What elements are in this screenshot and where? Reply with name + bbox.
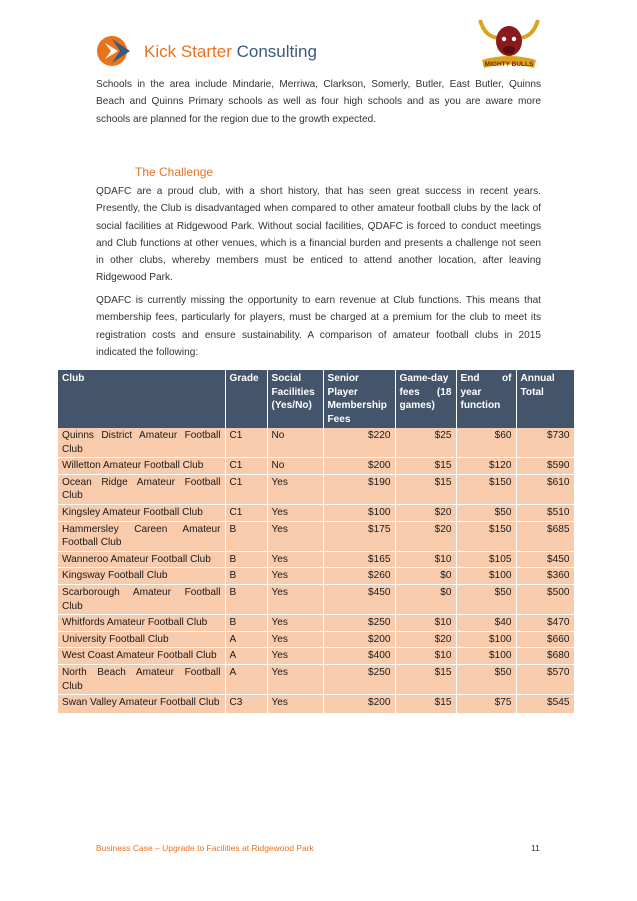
cell-social-facilities: Yes [267, 631, 323, 648]
cell-social-facilities: Yes [267, 568, 323, 585]
cell-end-of-year-function: $105 [456, 551, 516, 568]
cell-membership-fees: $190 [323, 474, 395, 504]
cell-membership-fees: $200 [323, 631, 395, 648]
cell-game-day-fees: $20 [395, 521, 456, 551]
kick-starter-logo [96, 30, 326, 74]
cell-grade: C1 [225, 458, 267, 475]
table-row [58, 551, 574, 568]
table-row [58, 631, 574, 648]
cell-game-day-fees: $10 [395, 551, 456, 568]
cell-social-facilities: Yes [267, 584, 323, 614]
cell-grade: C1 [225, 428, 267, 458]
cell-grade: C1 [225, 474, 267, 504]
kick-starter-logo-icon [96, 33, 136, 69]
cell-grade: C1 [225, 504, 267, 521]
cell-grade: A [225, 664, 267, 694]
cell-game-day-fees: $0 [395, 568, 456, 585]
cell-game-day-fees: $15 [395, 458, 456, 475]
table-header-row [58, 370, 574, 428]
header-social-facilities: Social Facilities (Yes/No) [267, 370, 323, 428]
table-body [58, 428, 574, 713]
revenue-paragraph: QDAFC is currently missing the opportunity to earn revenue at Club functions. This means that membership fees, particularly for players, must be charged at a premium for the club to meet its registration costs and ensure sustainability. A comparison of amateur football clubs in 2015 indicated the following: [96, 295, 541, 358]
cell-end-of-year-function: $40 [456, 615, 516, 632]
table-row [58, 428, 574, 458]
cell-club: Willetton Amateur Football Club [58, 458, 225, 475]
cell-end-of-year-function: $100 [456, 568, 516, 585]
cell-membership-fees: $260 [323, 568, 395, 585]
cell-grade: B [225, 521, 267, 551]
table-row [58, 504, 574, 521]
cell-end-of-year-function: $100 [456, 631, 516, 648]
cell-annual-total: $500 [516, 584, 574, 614]
cell-grade: B [225, 615, 267, 632]
cell-social-facilities: Yes [267, 504, 323, 521]
cell-game-day-fees: $15 [395, 695, 456, 714]
cell-club: Kingsley Amateur Football Club [58, 504, 225, 521]
cell-annual-total: $570 [516, 664, 574, 694]
cell-game-day-fees: $20 [395, 504, 456, 521]
cell-club: Hammersley Careen Amateur Football Club [58, 521, 225, 551]
mighty-bulls-crest-icon [474, 14, 544, 72]
cell-annual-total: $545 [516, 695, 574, 714]
header-club: Club [58, 370, 225, 428]
cell-end-of-year-function: $60 [456, 428, 516, 458]
cell-annual-total: $610 [516, 474, 574, 504]
table-row [58, 584, 574, 614]
brand-name [144, 42, 317, 62]
cell-grade: B [225, 568, 267, 585]
cell-club: West Coast Amateur Football Club [58, 648, 225, 665]
crest-banner-text: MIGHTY BULLS [484, 61, 534, 68]
cell-membership-fees: $100 [323, 504, 395, 521]
cell-membership-fees: $165 [323, 551, 395, 568]
table-row [58, 648, 574, 665]
club-comparison-table [58, 370, 575, 714]
table-row [58, 664, 574, 694]
cell-membership-fees: $450 [323, 584, 395, 614]
cell-annual-total: $360 [516, 568, 574, 585]
cell-club: North Beach Amateur Football Club [58, 664, 225, 694]
cell-grade: A [225, 631, 267, 648]
cell-social-facilities: Yes [267, 648, 323, 665]
cell-social-facilities: Yes [267, 664, 323, 694]
cell-end-of-year-function: $100 [456, 648, 516, 665]
challenge-heading: The Challenge [135, 165, 214, 179]
header-annual-total: Annual Total [516, 370, 574, 428]
cell-membership-fees: $175 [323, 521, 395, 551]
cell-club: Swan Valley Amateur Football Club [58, 695, 225, 714]
header-grade: Grade [225, 370, 267, 428]
cell-grade: A [225, 648, 267, 665]
cell-end-of-year-function: $50 [456, 504, 516, 521]
cell-annual-total: $685 [516, 521, 574, 551]
cell-end-of-year-function: $150 [456, 474, 516, 504]
cell-end-of-year-function: $120 [456, 458, 516, 475]
cell-end-of-year-function: $150 [456, 521, 516, 551]
challenge-paragraph: QDAFC are a proud club, with a short history, that has seen great success in recent years. Presently, the Club is disadvantaged when compared to other amateur football clubs by the lack of social facilities at Ridgewood Park. Without social facilities, QDAFC is forced to conduct meetings and Club functions at other venues, which is a financial burden and presents a challenge not seen in other clubs, whereby members must be enticed to attend another location, after leaving Ridgewood Park. [96, 186, 541, 284]
table-row [58, 615, 574, 632]
cell-game-day-fees: $15 [395, 664, 456, 694]
cell-club: University Football Club [58, 631, 225, 648]
table-row [58, 521, 574, 551]
cell-annual-total: $660 [516, 631, 574, 648]
cell-game-day-fees: $15 [395, 474, 456, 504]
header-end-of-year-function: End of year function [456, 370, 516, 428]
cell-social-facilities: No [267, 458, 323, 475]
cell-grade: B [225, 551, 267, 568]
header-game-day-fees: Game-day fees (18 games) [395, 370, 456, 428]
footer-title: Business Case – Upgrade to Facilities at Ridgewood Park [96, 843, 314, 853]
intro-paragraph: Schools in the area include Mindarie, Merriwa, Clarkson, Somerly, Butler, East Butler, Quinns Beach and Quinns Primary schools as well as four high schools and as you are aware more schools are planned for the region due to the growth expected. [96, 79, 541, 125]
cell-annual-total: $730 [516, 428, 574, 458]
cell-annual-total: $470 [516, 615, 574, 632]
cell-membership-fees: $220 [323, 428, 395, 458]
cell-social-facilities: Yes [267, 474, 323, 504]
cell-membership-fees: $200 [323, 695, 395, 714]
table-row [58, 568, 574, 585]
cell-social-facilities: Yes [267, 551, 323, 568]
cell-social-facilities: Yes [267, 521, 323, 551]
cell-game-day-fees: $10 [395, 648, 456, 665]
header-membership-fees: Senior Player Membership Fees [323, 370, 395, 428]
cell-annual-total: $590 [516, 458, 574, 475]
cell-grade: C3 [225, 695, 267, 714]
cell-club: Wanneroo Amateur Football Club [58, 551, 225, 568]
cell-social-facilities: Yes [267, 695, 323, 714]
cell-end-of-year-function: $50 [456, 664, 516, 694]
cell-club: Quinns District Amateur Football Club [58, 428, 225, 458]
cell-annual-total: $510 [516, 504, 574, 521]
table-row [58, 458, 574, 475]
table-row [58, 474, 574, 504]
brand-name-part2: Consulting [236, 42, 317, 61]
cell-end-of-year-function: $75 [456, 695, 516, 714]
cell-club: Kingsway Football Club [58, 568, 225, 585]
cell-game-day-fees: $0 [395, 584, 456, 614]
table-row [58, 695, 574, 714]
cell-membership-fees: $200 [323, 458, 395, 475]
brand-name-part1: Kick Starter [144, 42, 232, 61]
cell-annual-total: $450 [516, 551, 574, 568]
cell-end-of-year-function: $50 [456, 584, 516, 614]
cell-club: Whitfords Amateur Football Club [58, 615, 225, 632]
cell-game-day-fees: $25 [395, 428, 456, 458]
cell-membership-fees: $400 [323, 648, 395, 665]
cell-social-facilities: No [267, 428, 323, 458]
cell-club: Scarborough Amateur Football Club [58, 584, 225, 614]
cell-annual-total: $680 [516, 648, 574, 665]
page-number: 11 [531, 843, 540, 853]
cell-game-day-fees: $20 [395, 631, 456, 648]
cell-game-day-fees: $10 [395, 615, 456, 632]
cell-club: Ocean Ridge Amateur Football Club [58, 474, 225, 504]
cell-membership-fees: $250 [323, 664, 395, 694]
cell-membership-fees: $250 [323, 615, 395, 632]
cell-social-facilities: Yes [267, 615, 323, 632]
cell-grade: B [225, 584, 267, 614]
